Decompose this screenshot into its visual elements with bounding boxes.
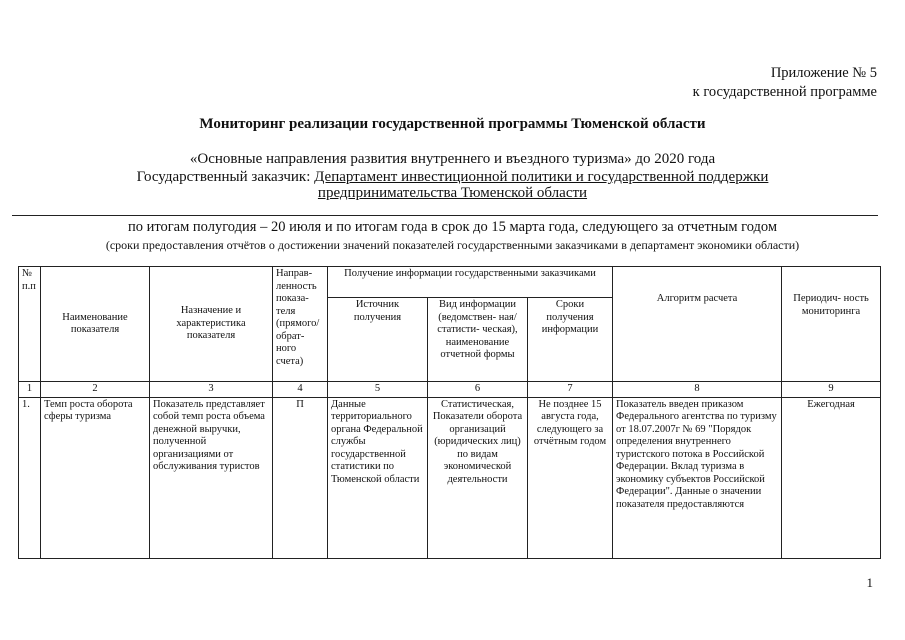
horizontal-rule: [12, 215, 878, 216]
column-number-row: [19, 382, 881, 398]
header-info-type: Вид информации (ведомствен- ная/статисти- ческая), наименование отчетной формы: [428, 298, 528, 382]
row-periodicity: Ежегодная: [782, 397, 881, 558]
row-name: Темп роста оборота сферы туризма: [41, 397, 150, 558]
column-number: 6: [428, 382, 528, 398]
reporting-period-note: (сроки предоставления отчётов о достижении значений показателей государственными заказчиками в департамент экономики области): [105, 238, 800, 252]
customer-name-2: предпринимательства Тюменской области: [317, 185, 588, 201]
page-number: 1: [866, 575, 873, 590]
header-row-1: [19, 267, 881, 298]
column-number: 5: [328, 382, 428, 398]
row-direction: П: [273, 397, 328, 558]
column-number: 3: [150, 382, 273, 398]
appendix-line-2: к государственной программе: [692, 84, 877, 100]
header-name: Наименование показателя: [41, 267, 150, 382]
row-purpose: Показатель представляет собой темп роста объема денежной выручки, полученной организациями от обслуживания туристов: [150, 397, 273, 558]
monitoring-table: [18, 266, 881, 559]
appendix-caption: [693, 64, 877, 102]
column-number: 2: [41, 382, 150, 398]
customer-name-1: Департамент инвестиционной политики и государственной поддержки: [314, 169, 769, 185]
header-source: Источник получения: [328, 298, 428, 382]
customer-line-2: [0, 184, 905, 203]
header-algorithm: Алгоритм расчета: [613, 267, 782, 382]
reporting-period: по итогам полугодия – 20 июля и по итогам года в срок до 15 марта года, следующего за отчетным годом: [127, 219, 778, 235]
document-title: Мониторинг реализации государственной программы Тюменской области: [199, 116, 706, 132]
row-source: Данные территориального органа Федеральной службы государственной статистики по Тюменской области: [328, 397, 428, 558]
row-num: 1.: [19, 397, 41, 558]
column-number: 1: [19, 382, 41, 398]
column-number: 9: [782, 382, 881, 398]
header-info-group: Получение информации государственными заказчиками: [328, 267, 613, 298]
header-direction: Направ- ленность показа- теля (прямого/ обрат- ного счета): [273, 267, 328, 382]
row-terms: Не позднее 15 августа года, следующего за отчётным годом: [528, 397, 613, 558]
customer-label: Государственный заказчик:: [136, 169, 315, 185]
column-number: 8: [613, 382, 782, 398]
header-purpose: Назначение и характеристика показателя: [150, 267, 273, 382]
row-info-type: Статистическая, Показатели оборота организаций (юридических лиц) по видам экономической деятельности: [428, 397, 528, 558]
header-periodicity: Периодич- ность мониторинга: [782, 267, 881, 382]
table-row: [19, 397, 881, 558]
row-algorithm: Показатель введен приказом Федерального агентства по туризму от 18.07.2007г № 69 "Порядок определения внутреннего туристского потока в Российской Федерации. Вклад туризма в экономику субъектов Российской Федерации". Данные о значении показателя предоставляются: [613, 397, 782, 558]
program-name: «Основные направления развития внутреннего и въездного туризма» до 2020 года: [189, 151, 716, 167]
header-terms: Сроки получения информации: [528, 298, 613, 382]
column-number: 7: [528, 382, 613, 398]
header-num: № п.п: [19, 267, 41, 382]
appendix-line-1: Приложение № 5: [770, 65, 877, 81]
column-number: 4: [273, 382, 328, 398]
